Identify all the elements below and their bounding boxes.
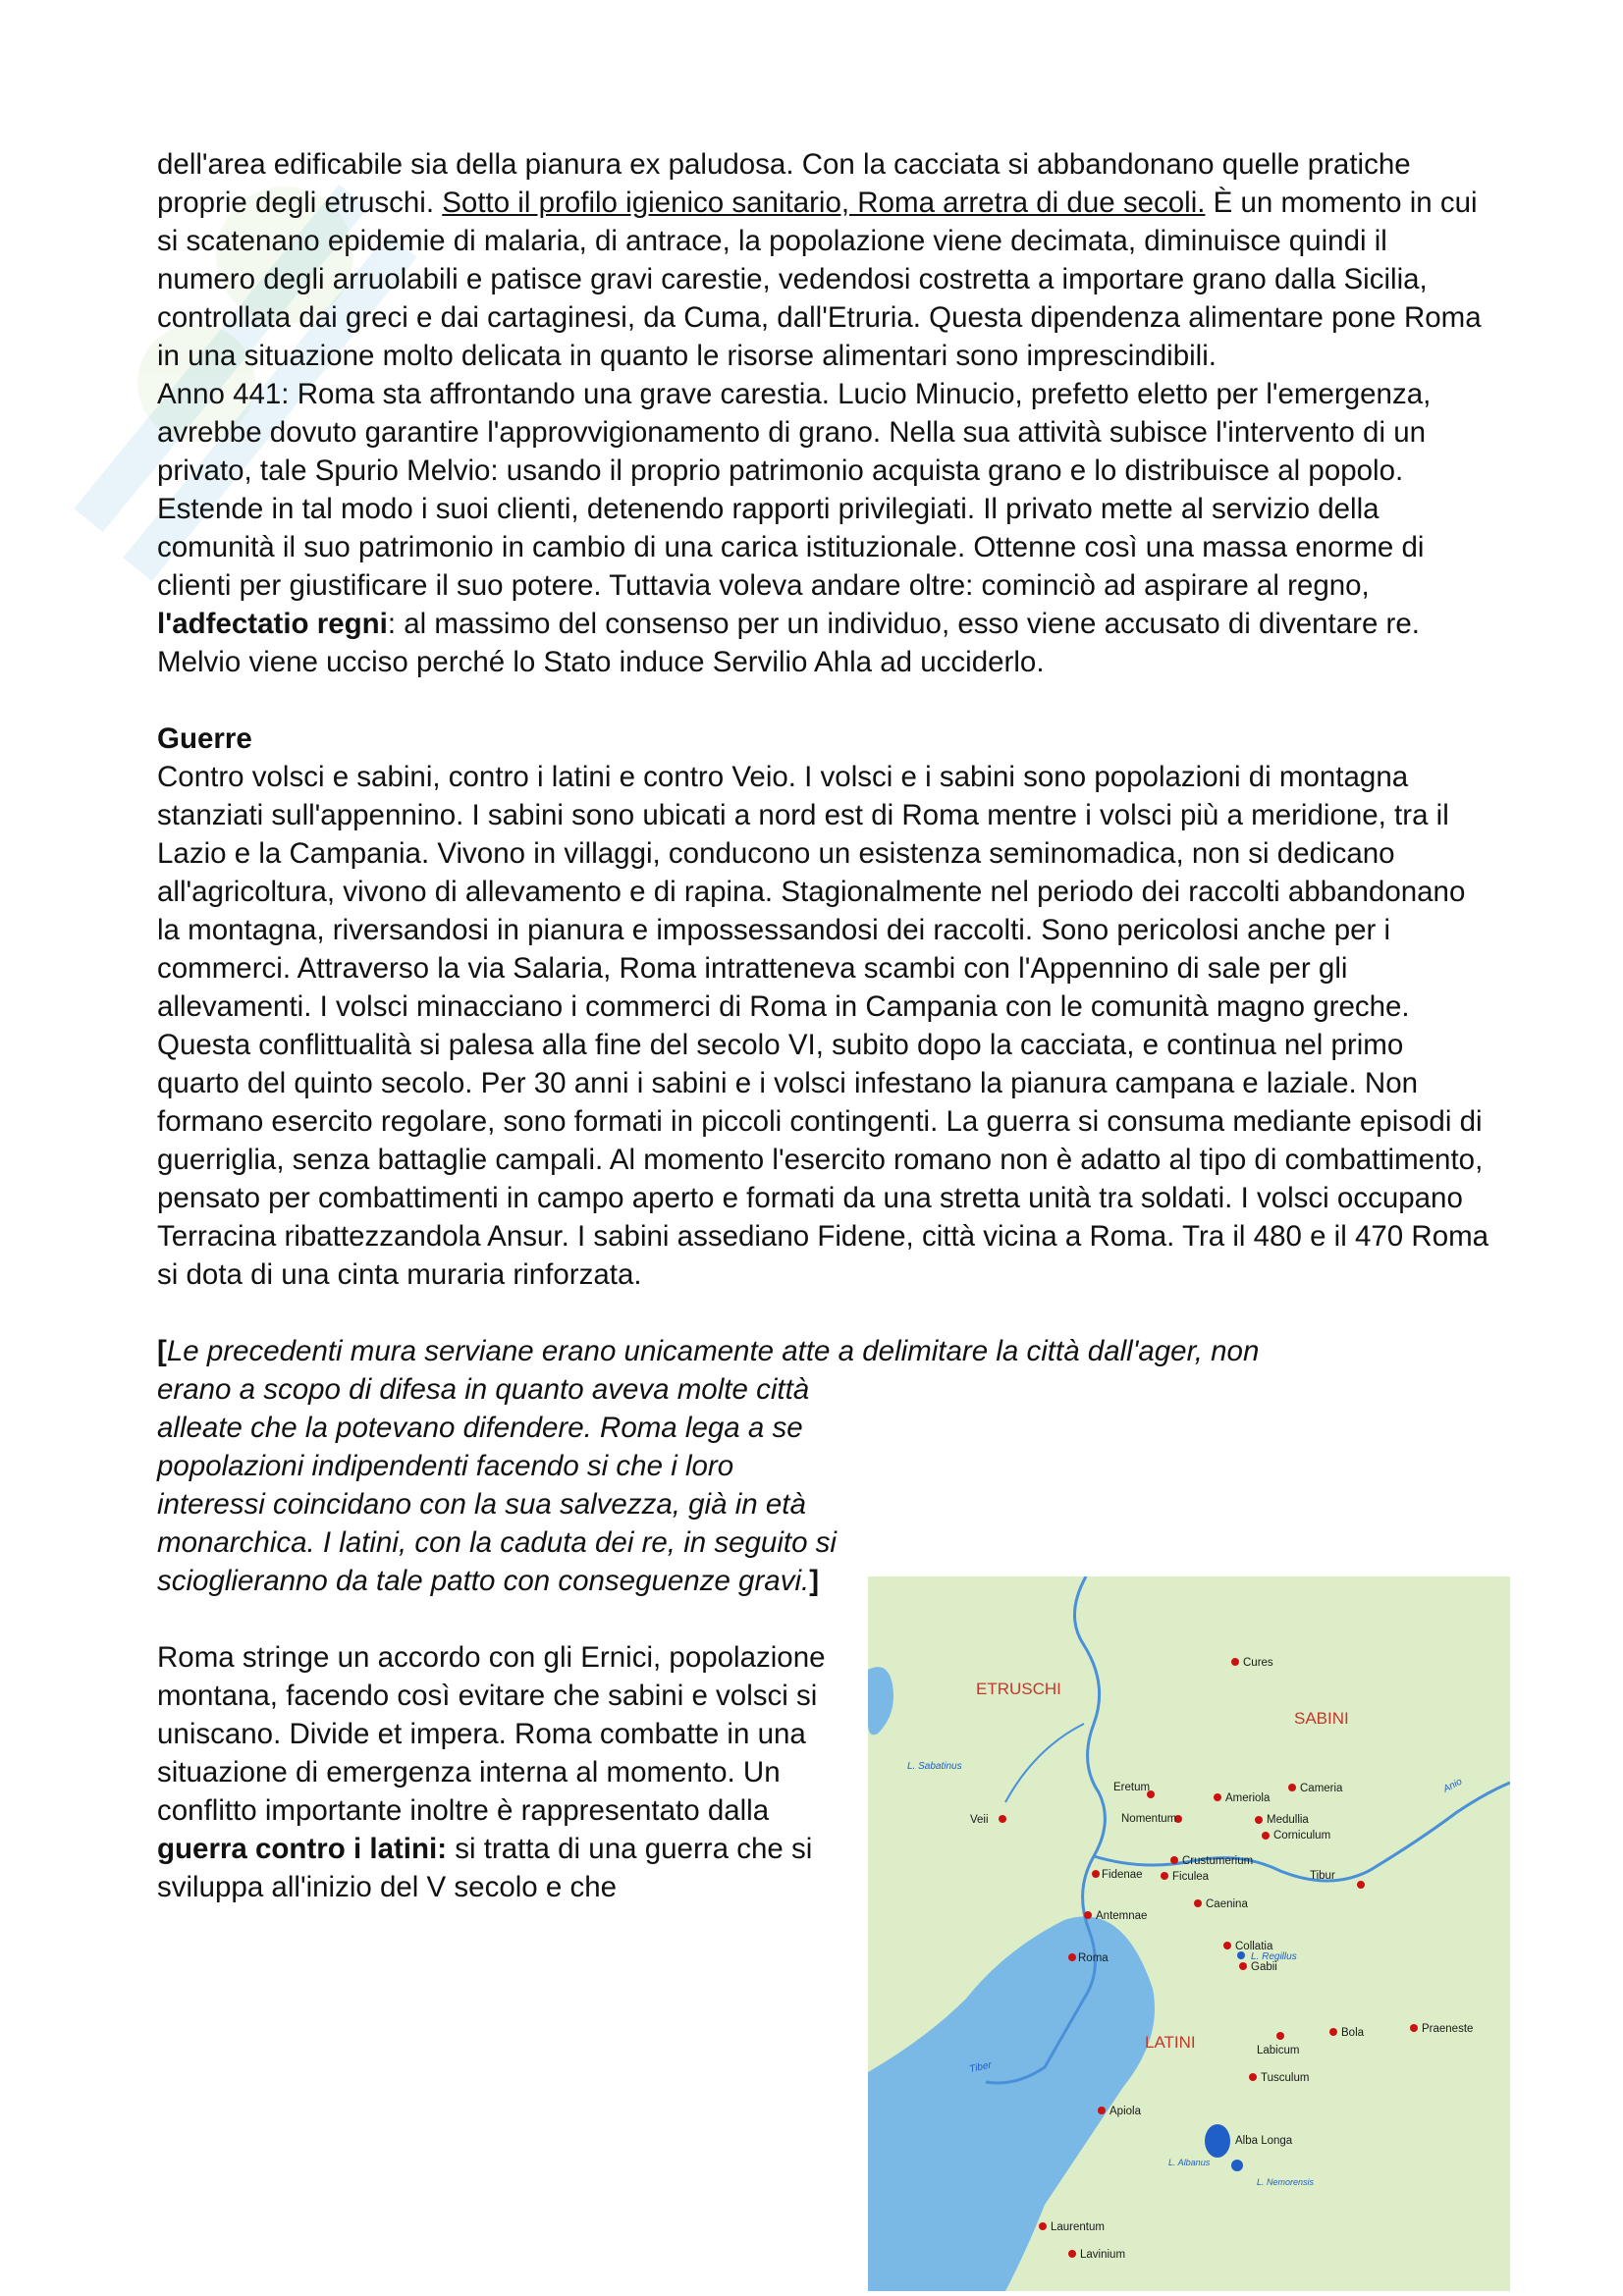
svg-text:Ficulea: Ficulea (1172, 1871, 1210, 1883)
svg-text:Praeneste: Praeneste (1422, 2023, 1474, 2035)
city-ficulea (1161, 1872, 1168, 1880)
italic-note: erano a scopo di difesa in quanto aveva molte città alleate che la potevano difendere. Roma lega a se popolazioni indipendenti facendo si che i loro interessi coincidano con la sua salvezza, già in età monarchica. I latini, con la caduta dei re, in seguito si scioglieranno da tale patto con conseguenze gravi.] (157, 1373, 837, 1597)
svg-text:L. Albanus: L. Albanus (1168, 2158, 1211, 2167)
city-veii (999, 1815, 1006, 1823)
svg-text:Medullia: Medullia (1267, 1814, 1309, 1826)
city-bola (1329, 2028, 1337, 2036)
city-tibur (1357, 1881, 1365, 1889)
lake-regillus (1237, 1951, 1245, 1959)
region-etruschi: ETRUSCHI (976, 1680, 1061, 1698)
city-lavinium (1068, 2250, 1076, 2258)
city-cures (1231, 1658, 1239, 1666)
ancient-latium-map (868, 1576, 1510, 2291)
lake-sabatinus (868, 1667, 893, 1735)
svg-text:Crustumerium: Crustumerium (1182, 1855, 1254, 1867)
city-apiola (1098, 2107, 1106, 2114)
city-corniculum (1262, 1832, 1270, 1840)
city-tusculum (1249, 2073, 1257, 2081)
svg-text:Ameriola: Ameriola (1225, 1792, 1271, 1804)
svg-text:Bola: Bola (1341, 2027, 1365, 2039)
city-antemnae (1084, 1911, 1092, 1919)
svg-text:Tusculum: Tusculum (1261, 2072, 1310, 2084)
city-caenina (1194, 1899, 1202, 1907)
svg-text:Tibur: Tibur (1310, 1870, 1335, 1882)
svg-text:L. Regillus: L. Regillus (1251, 1951, 1297, 1962)
svg-text:Laurentum: Laurentum (1051, 2221, 1105, 2233)
svg-text:Collatia: Collatia (1235, 1941, 1273, 1952)
svg-text:Caenina: Caenina (1206, 1898, 1248, 1910)
city-gabii (1239, 1962, 1247, 1970)
paragraph-2: Anno 441: Roma sta affrontando una grave carestia. Lucio Minucio, prefetto eletto per l'emergenza, avrebbe dovuto garantire l'approvvigionamento di grano. Nella sua attività subisce l'intervento di un privato, tale Spurio Melvio: usando il proprio patrimonio acquista grano e lo distribuisce al popolo. Estende in tal modo i suoi clienti, detenendo rapporti privilegiati. Il privato mette al servizio della comunità il suo patrimonio in cambio di una carica istituzionale. Ottenne così una massa enorme di clienti per giustificare il suo potere. Tuttavia voleva andare oltre: cominciò ad aspirare al regno, l'adfectatio regni: al massimo del consenso per un individuo, esso viene accusato di diventare re. Melvio viene ucciso perché lo Stato induce Servilio Ahla ad ucciderlo. (157, 378, 1432, 678)
city-roma (1068, 1953, 1076, 1961)
city-praeneste (1410, 2024, 1418, 2032)
lake-nemorensis (1231, 2160, 1243, 2171)
italic-note-first-line: [Le precedenti mura serviane erano unicamente atte a delimitare la città dall'ager, non (157, 1335, 1260, 1367)
svg-text:Nomentum: Nomentum (1121, 1813, 1177, 1825)
svg-text:L. Nemorensis: L. Nemorensis (1257, 2177, 1315, 2187)
bold-term-guerra: guerra contro i latini: (157, 1833, 448, 1865)
sea-area (868, 1916, 1155, 2291)
map-svg (868, 1576, 1510, 2291)
svg-text:Labicum: Labicum (1257, 2045, 1300, 2056)
paragraph-4: Roma stringe un accordo con gli Ernici, popolazione montana, facendo così evitare che sabini e volsci si uniscano. Divide et impera. Roma combatte in una situazione di emergenza interna al momento. Un conflitto importante inoltre è rappresentato dalla guerra contro i latini: si tratta di una guerra che si sviluppa all'inizio del V secolo e che (157, 1641, 826, 1903)
svg-text:Cameria: Cameria (1300, 1783, 1343, 1794)
svg-text:Alba Longa: Alba Longa (1235, 2135, 1293, 2147)
svg-text:Tiber: Tiber (968, 2059, 993, 2075)
svg-text:Gabii: Gabii (1251, 1961, 1277, 1973)
city-ameriola (1214, 1793, 1221, 1801)
svg-text:Eretum: Eretum (1113, 1782, 1151, 1793)
svg-text:Fidenae: Fidenae (1102, 1869, 1143, 1881)
svg-text:L. Sabatinus: L. Sabatinus (907, 1761, 962, 1772)
svg-text:Cures: Cures (1243, 1657, 1273, 1669)
paragraph-3: Contro volsci e sabini, contro i latini e contro Veio. I volsci e i sabini sono popolazioni di montagna stanziati sull'appennino. I sabini sono ubicati a nord est di Roma mentre i volsci più a meridione, tra il Lazio e la Campania. Vivono in villaggi, conducono un esistenza seminomadica, non si dedicano all'agricoltura, vivono di allevamento e di rapina. Stagionalmente nel periodo dei raccolti abbandonano la montagna, riversandosi in pianura e impossessandosi dei raccolti. Sono pericolosi anche per i commerci. Attraverso la via Salaria, Roma intratteneva scambi con l'Appennino di sale per gli allevamenti. I volsci minacciano i commerci di Roma in Campania con le comunità magno greche. Questa conflittualità si palesa alla fine del secolo VI, subito dopo la cacciata, e continua nel primo quarto del quinto secolo. Per 30 anni i sabini e i volsci infestano la pianura campana e laziale. Non formano esercito regolare, sono formati in piccoli contingenti. La guerra si consuma mediante episodi di guerriglia, senza battaglie campali. Al momento l'esercito romano non è adatto al tipo di combattimento, pensato per combattimenti in campo aperto e formati da una stretta unità tra soldati. I volsci occupano Terracina ribattezzandola Ansur. I sabini assediano Fidene, città vicina a Roma. Tra il 480 e il 470 Roma si dota di una cinta muraria rinforzata. (157, 761, 1489, 1291)
city-laurentum (1039, 2222, 1047, 2230)
underlined-sentence: Sotto il profilo igienico sanitario, Roma arretra di due secoli. (442, 187, 1206, 219)
paragraph-1: dell'area edificabile sia della pianura ex paludosa. Con la cacciata si abbandonano quelle pratiche proprie degli etruschi. Sotto il profilo igienico sanitario, Roma arretra di due secoli. È un momento in cui si scatenano epidemie di malaria, di antrace, la popolazione viene decimata, diminuisce quindi il numero degli arruolabili e patisce gravi carestie, vedendosi costretta a importare grano dalla Sicilia, controllata dai greci e dai cartaginesi, da Cuma, dall'Etruria. Questa dipendenza alimentare pone Roma in una situazione molto delicata in quanto le risorse alimentari sono imprescindibili. (157, 148, 1482, 372)
region-latini: LATINI (1145, 2033, 1196, 2052)
svg-text:Lavinium: Lavinium (1080, 2249, 1126, 2261)
svg-text:Corniculum: Corniculum (1273, 1830, 1331, 1842)
city-labicum (1276, 2032, 1284, 2040)
city-collatia (1223, 1942, 1231, 1949)
svg-text:Antemnae: Antemnae (1096, 1910, 1148, 1922)
svg-text:Anio: Anio (1441, 1776, 1465, 1795)
city-fidenae (1092, 1870, 1100, 1878)
lake-albanus (1205, 2124, 1230, 2158)
city-medullia (1255, 1816, 1263, 1824)
svg-text:Veii: Veii (970, 1814, 989, 1826)
city-crustumerium (1170, 1856, 1178, 1864)
svg-text:Roma: Roma (1078, 1952, 1109, 1964)
bold-term-adfectatio: l'adfectatio regni (157, 608, 388, 640)
svg-text:Apiola: Apiola (1109, 2106, 1141, 2117)
region-sabini: SABINI (1294, 1709, 1349, 1728)
city-cameria (1288, 1784, 1296, 1791)
section-heading: Guerre (157, 722, 252, 755)
